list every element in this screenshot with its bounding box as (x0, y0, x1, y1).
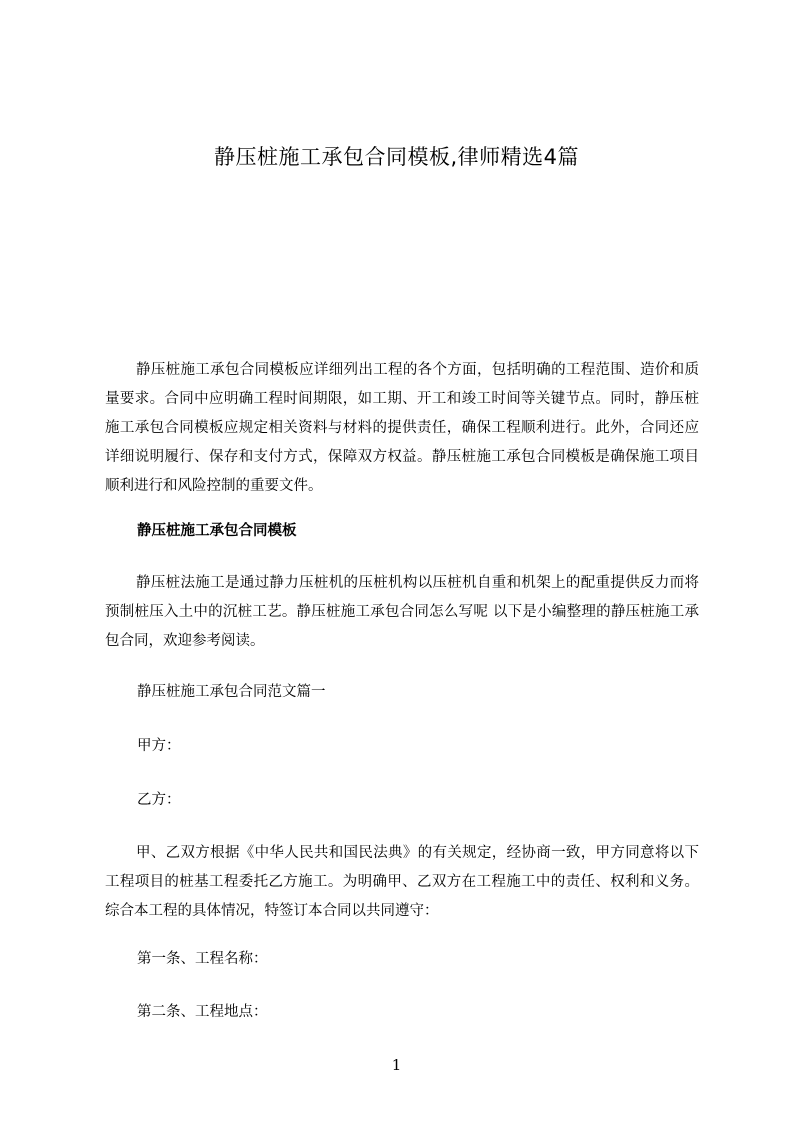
document-title: 静压桩施工承包合同模板,律师精选4篇 (213, 145, 580, 169)
intro-paragraph: 静压桩施工承包合同模板应详细列出工程的各个方面，包括明确的工程范围、造价和质量要求。合同中应明确工程时间期限，如工期、开工和竣工时间等关键节点。同时，静压桩施工承包合同模板应规定相关资料与材料的提供责任，确保工程顺利进行。此外，合同还应详细说明履行、保存和支付方式，保障双方权益。静压桩施工承包合同模板是确保施工项目顺利进行和风险控制的重要文件。 (105, 362, 699, 494)
article-2: 第二条、工程地点： (137, 1004, 268, 1020)
article-1: 第一条、工程名称： (137, 951, 268, 967)
sample-title: 静压桩施工承包合同范文篇一 (137, 684, 326, 700)
page-number: 1 (391, 1056, 402, 1074)
party-b-label: 乙方： (137, 792, 181, 808)
agreement-paragraph: 甲、乙双方根据《中华人民共和国民法典》的有关规定，经协商一致，甲方同意将以下工程项目的桩基工程委托乙方施工。为明确甲、乙双方在工程施工中的责任、权利和义务。综合本工程的具体情况，特签订本合同以共同遵守： (105, 845, 699, 919)
section-heading: 静压桩施工承包合同模板 (137, 523, 297, 539)
section-paragraph: 静压桩法施工是通过静力压桩机的压桩机构以压桩机自重和机架上的配重提供反力而将预制桩压入土中的沉桩工艺。静压桩施工承包合同怎么写呢 以下是小编整理的静压桩施工承包合同，欢迎参考阅读。 (105, 575, 699, 649)
party-a-label: 甲方： (137, 738, 181, 754)
